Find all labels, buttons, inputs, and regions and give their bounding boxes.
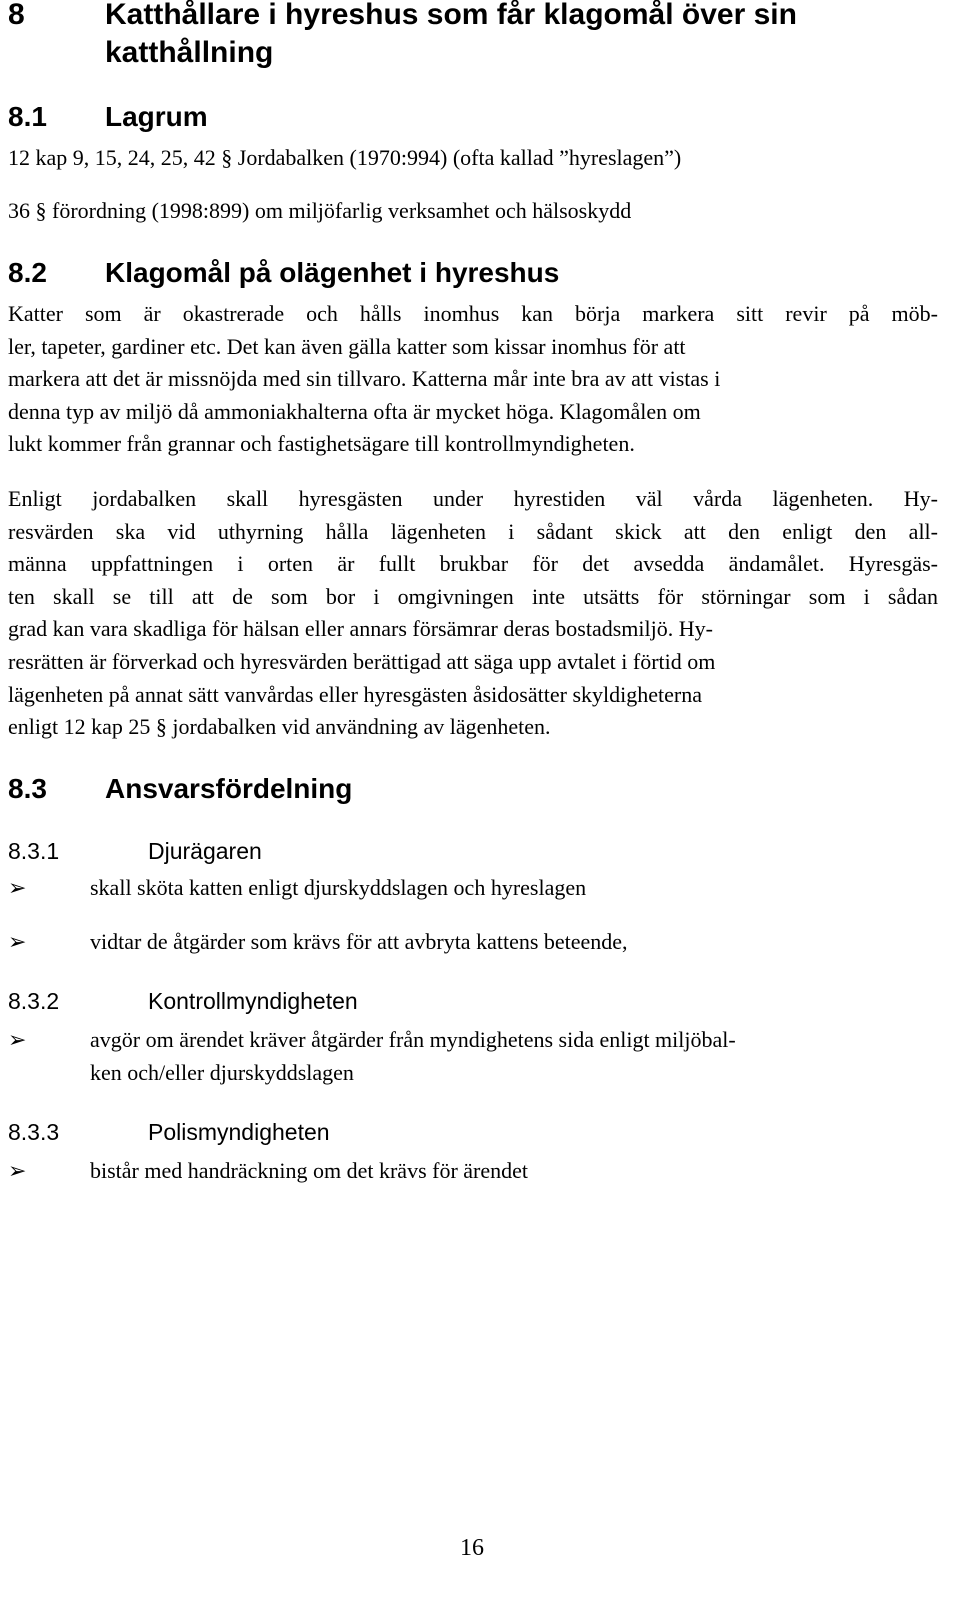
- paragraph-complaints: [8, 298, 938, 461]
- text-line: ten skall se till att de som bor i omgivningen inte utsätts för störningar som i sådan: [8, 583, 938, 609]
- text-line: resrätten är förverkad och hyresvärden berättigad att säga upp avtalet i förtid om: [8, 648, 716, 674]
- section-title: Lagrum: [105, 101, 208, 132]
- section-number: 8.1: [8, 101, 47, 132]
- chapter-heading: [8, 0, 885, 72]
- chapter-number: 8: [8, 0, 25, 31]
- text-line: enligt 12 kap 25 § jordabalken vid användning av lägenheten.: [8, 714, 551, 740]
- section-title: Klagomål på olägenhet i hyreshus: [105, 257, 560, 288]
- law-reference-line: 12 kap 9, 15, 24, 25, 42 § Jordabalken (1970:994) (ofta kallad ”hyreslagen”): [8, 145, 682, 170]
- subsection-heading-8-3-3: [8, 1117, 330, 1147]
- law-references: [8, 142, 938, 227]
- section-title: Ansvarsfördelning: [105, 773, 353, 804]
- subsection-number: 8.3.2: [8, 988, 60, 1014]
- section-heading-8-2: [8, 256, 559, 290]
- text-line: lägenheten på annat sätt vanvårdas eller hyresgästen åsidosätter skyldigheterna: [8, 681, 702, 707]
- arrow-bullet-icon: ➢: [8, 875, 27, 900]
- subsection-title: Kontrollmyndigheten: [148, 988, 358, 1014]
- bullet-text: bistår med handräckning om det krävs för ärendet: [90, 1158, 529, 1183]
- text-line: grad kan vara skadliga för hälsan eller annars försämrar deras bostadsmiljö. Hy-: [8, 616, 713, 642]
- text-line: lukt kommer från grannar och fastighetsägare till kontrollmyndigheten.: [8, 431, 635, 457]
- law-reference-line: 36 § förordning (1998:899) om miljöfarlig verksamhet och hälsoskydd: [8, 197, 632, 223]
- chapter-title-line1: Katthållare i hyreshus som får klagomål över sin: [105, 0, 797, 31]
- subsection-heading-8-3-1: [8, 836, 262, 866]
- arrow-bullet-icon: ➢: [8, 929, 27, 954]
- subsection-heading-8-3-2: [8, 986, 358, 1016]
- arrow-bullet-icon: ➢: [8, 1027, 27, 1052]
- paragraph-landlord: [8, 483, 938, 744]
- bullet-text: skall sköta katten enligt djurskyddslagen och hyreslagen: [90, 875, 587, 900]
- bullet-text: [90, 1024, 938, 1089]
- arrow-bullet-icon: ➢: [8, 1158, 27, 1183]
- text-line: markera att det är missnöjda med sin tillvaro. Katterna mår inte bra av att vistas i: [8, 366, 721, 392]
- text-line: denna typ av miljö då ammoniakhalterna ofta är mycket höga. Klagomålen om: [8, 398, 701, 424]
- text-line: ler, tapeter, gardiner etc. Det kan även gälla katter som kissar inomhus för att: [8, 333, 686, 359]
- page-number: 16: [460, 1535, 484, 1561]
- text-line: resvärden ska vid uthyrning hålla lägenheten i sådant skick att den enligt den all-: [8, 518, 938, 544]
- subsection-title: Polismyndigheten: [148, 1119, 330, 1145]
- bullet-text: vidtar de åtgärder som krävs för att avbryta kattens beteende,: [90, 929, 628, 954]
- text-line: ken och/eller djurskyddslagen: [90, 1059, 354, 1085]
- subsection-title: Djurägaren: [148, 838, 262, 864]
- section-number: 8.3: [8, 773, 47, 804]
- subsection-number: 8.3.1: [8, 838, 60, 864]
- section-heading-8-1: [8, 100, 208, 134]
- text-line: Enligt jordabalken skall hyresgästen under hyrestiden väl vårda lägenheten. Hy-: [8, 486, 938, 511]
- text-line: Katter som är okastrerade och hålls inomhus kan börja markera sitt revir på möb-: [8, 301, 938, 326]
- section-heading-8-3: [8, 772, 352, 806]
- subsection-number: 8.3.3: [8, 1119, 60, 1145]
- text-line: avgör om ärendet kräver åtgärder från myndighetens sida enligt miljöbal-: [90, 1027, 736, 1052]
- section-number: 8.2: [8, 257, 47, 288]
- chapter-title-line2: katthållning: [105, 36, 274, 69]
- text-line: männa uppfattningen i orten är fullt brukbar för det avsedda ändamålet. Hyresgäs-: [8, 551, 938, 577]
